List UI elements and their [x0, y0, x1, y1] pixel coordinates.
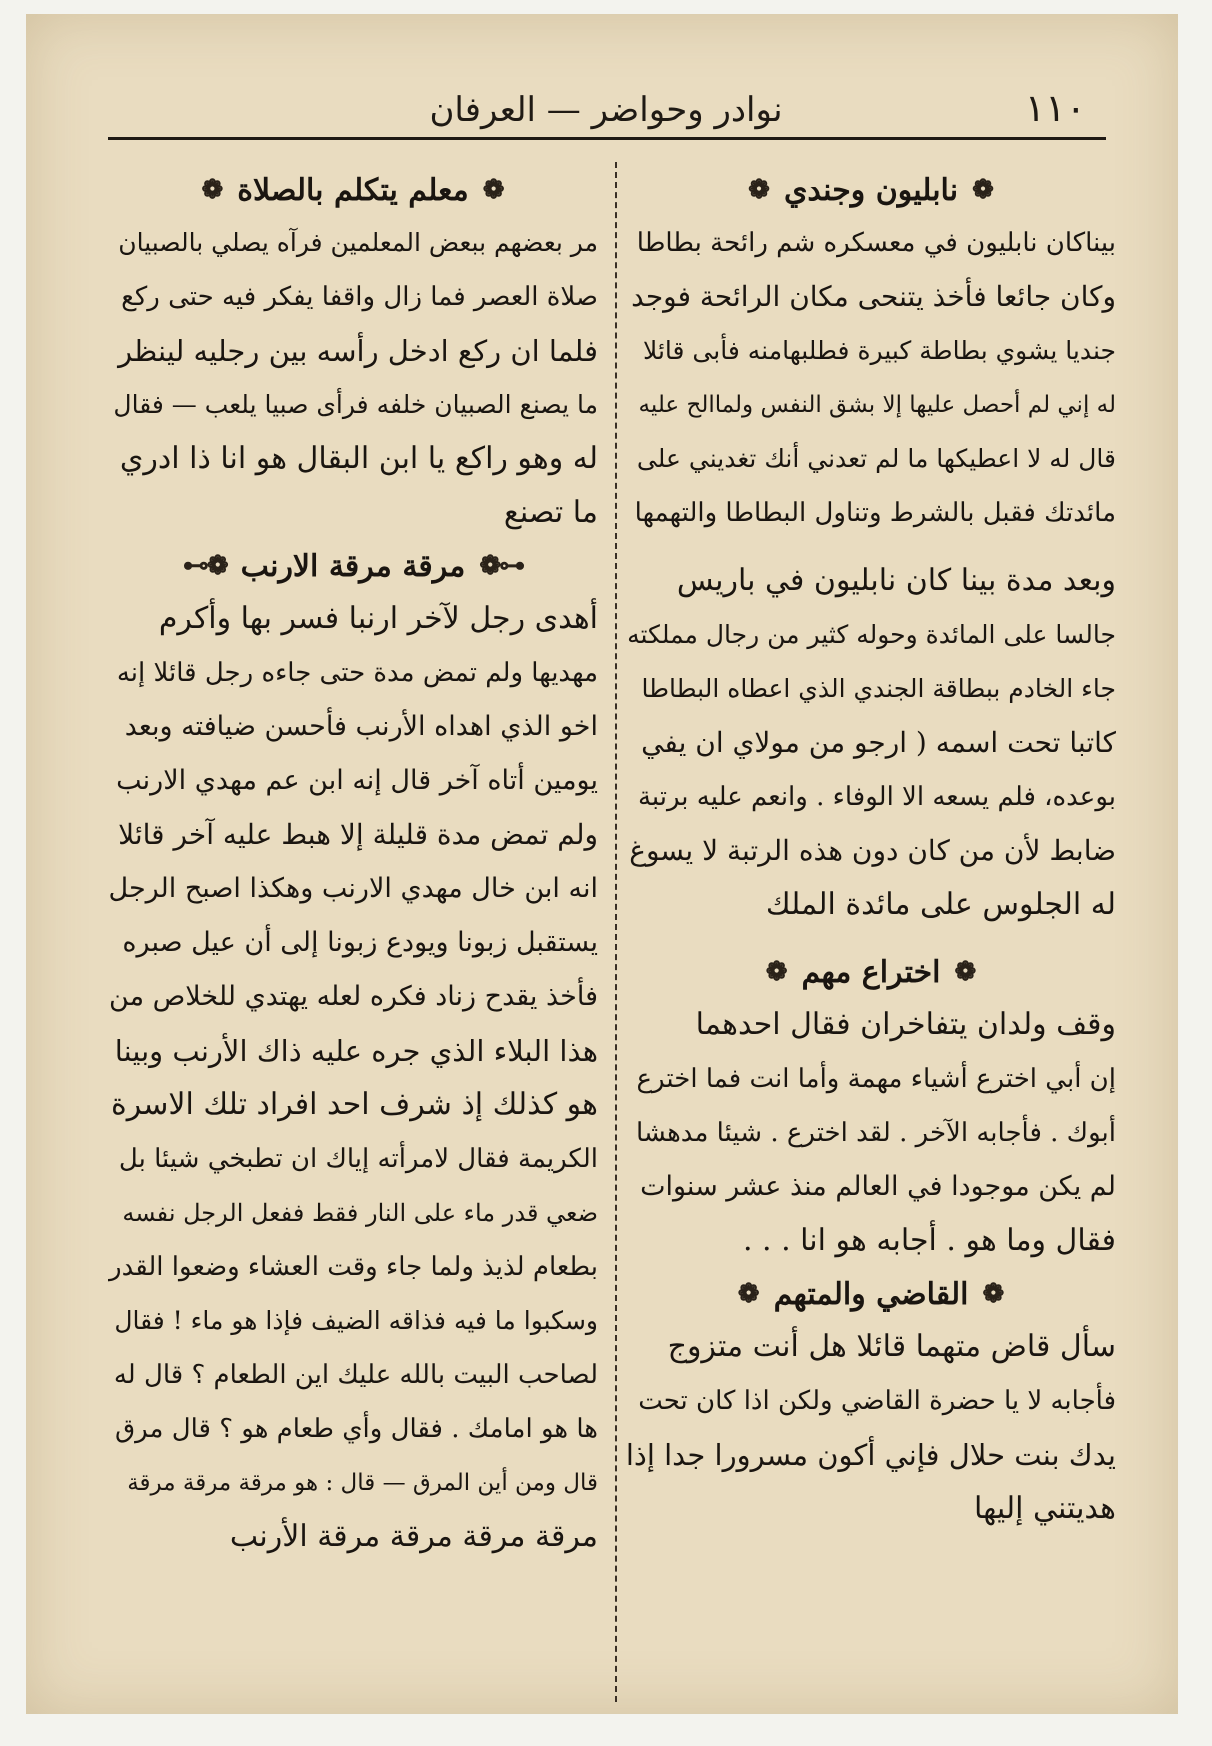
text-line: سأل قاض متهما قائلا هل أنت متزوج: [667, 1329, 1116, 1364]
text-line: قال له لا اعطيكها ما لم تعدني أنك تغديني على: [636, 444, 1116, 473]
paragraph: [626, 554, 1116, 932]
flower-ornament-icon: ❁: [972, 175, 994, 205]
flower-ornament-icon: ❁: [482, 175, 505, 205]
page-header: [106, 76, 1106, 136]
heading-text: معلم يتكلم بالصلاة: [237, 172, 469, 208]
column-divider: [615, 162, 617, 1702]
paragraph: [108, 216, 598, 540]
text-line: يستقبل زبونا ويودع زبونا إلى أن عيل صبره: [122, 927, 598, 958]
text-line: وكان جائعا فأخذ يتنحى مكان الرائحة فوجد: [631, 280, 1116, 313]
header-rule: [108, 137, 1106, 140]
text-line: الكريمة فقال لامرأته إياك ان تطبخي شيئا بل: [118, 1144, 598, 1174]
text-line: لم يكن موجودا في العالم منذ عشر سنوات: [640, 1171, 1116, 1202]
text-line: مرقة مرقة مرقة مرقة الأرنب: [229, 1519, 598, 1554]
section-heading: [626, 946, 1116, 998]
text-line: مائدتك فقبل بالشرط وتناول البطاطا والتهمها: [634, 498, 1116, 528]
text-line: أهدى رجل لآخر ارنبا فسر بها وأكرم: [158, 601, 598, 636]
text-line: فأخذ يقدح زناد فكره لعله يهتدي للخلاص من: [109, 981, 598, 1012]
flower-ornament-icon: ❁: [737, 1279, 760, 1309]
flower-ornament-icon: ❁: [954, 957, 977, 987]
text-line: يدك بنت حلال فإني أكون مسرورا جدا إذا: [626, 1438, 1116, 1472]
right-column: [626, 164, 1116, 1536]
section-heading: [626, 1268, 1116, 1320]
text-line: ما يصنع الصبيان خلفه فرأى صبيا يلعب — فقال: [113, 390, 598, 419]
text-line: مر بعضهم ببعض المعلمين فرآه يصلي بالصبيان: [118, 228, 598, 257]
text-line: فلما ان ركع ادخل رأسه بين رجليه لينظر: [118, 334, 598, 368]
text-line: جاء الخادم ببطاقة الجندي الذي اعطاه البطاطا: [641, 674, 1116, 703]
flower-ornament-icon: ❁: [982, 1279, 1005, 1309]
paragraph: [108, 592, 598, 1564]
text-line: فقال وما هو . أجابه هو انا . . .: [742, 1223, 1116, 1258]
text-line: ضابط لأن من كان دون هذه الرتبة لا يسوغ: [629, 834, 1116, 867]
book-page: [26, 14, 1178, 1714]
heading-text: اختراع مهم: [801, 954, 941, 990]
heading-text: القاضي والمتهم: [773, 1276, 969, 1312]
text-line: بيناكان نابليون في معسكره شم رائحة بطاطا: [636, 228, 1116, 258]
flower-ornament-icon: ❁: [748, 175, 770, 205]
flower-ornament-icon: ❁: [765, 957, 788, 987]
heading-text: نابليون وجندي: [783, 172, 959, 208]
text-line: جنديا يشوي بطاطة كبيرة فطلبهامنه فأبى قائلا: [643, 336, 1116, 365]
section-heading: [626, 164, 1116, 216]
text-line: ها هو امامك . فقال وأي طعام هو ؟ قال مرق: [114, 1414, 598, 1444]
text-line: قال ومن أين المرق — قال : هو مرقة مرقة مرقة: [127, 1470, 598, 1496]
paragraph: [626, 1320, 1116, 1536]
text-line: يومين أتاه آخر قال إنه ابن عم مهدي الارنب: [116, 765, 598, 796]
scroll-ornament-icon: ❁⊶: [182, 551, 227, 581]
text-line: له الجلوس على مائدة الملك: [765, 887, 1116, 922]
heading-text: مرقة مرقة الارنب: [240, 548, 466, 584]
text-line: وبعد مدة بينا كان نابليون في باريس: [676, 563, 1116, 598]
text-line: ولم تمض مدة قليلة إلا هبط عليه آخر قائلا: [118, 818, 598, 851]
text-line: هو كذلك إذ شرف احد افراد تلك الاسرة: [111, 1087, 598, 1122]
text-line: له وهو راكع يا ابن البقال هو انا ذا ادري: [119, 441, 598, 476]
text-line: هديتني إليها: [973, 1491, 1116, 1526]
section-heading: [108, 540, 598, 592]
flower-ornament-icon: ❁: [201, 175, 224, 205]
text-line: إن أبي اخترع أشياء مهمة وأما انت فما اخترع: [636, 1064, 1116, 1094]
text-line: مهديها ولم تمض مدة حتى جاءه رجل قائلا إنه: [116, 658, 598, 688]
paragraph: [626, 216, 1116, 540]
text-line: بطعام لذيذ ولما جاء وقت العشاء وضعوا القدر: [109, 1252, 598, 1282]
text-line: ضعي قدر ماء على النار فقط ففعل الرجل نفسه: [122, 1199, 598, 1227]
text-line: هذا البلاء الذي جره عليه ذاك الأرنب وبينا: [114, 1034, 598, 1068]
text-line: كاتبا تحت اسمه ( ارجو من مولاي ان يفي: [641, 726, 1116, 759]
text-line: أبوك . فأجابه الآخر . لقد اخترع . شيئا مدهشا: [635, 1118, 1116, 1148]
paragraph: [626, 998, 1116, 1268]
scroll-ornament-icon: ⊷❁: [479, 551, 524, 581]
text-line: وسكبوا ما فيه فذاقه الضيف فإذا هو ماء ! فقال: [114, 1306, 598, 1335]
text-line: له إني لم أحصل عليها إلا بشق النفس ولماالح عليه: [638, 392, 1116, 418]
section-heading: [108, 164, 598, 216]
left-column: [108, 164, 598, 1564]
running-title: نوادر وحواضر — العرفان: [429, 90, 783, 130]
text-line: وقف ولدان يتفاخران فقال احدهما: [695, 1007, 1116, 1042]
text-line: اخو الذي اهداه الأرنب فأحسن ضيافته وبعد: [124, 711, 598, 742]
text-line: صلاة العصر فما زال واقفا يفكر فيه حتى ركع: [121, 282, 598, 312]
text-line: جالسا على المائدة وحوله كثير من رجال مملكته: [627, 620, 1116, 649]
text-line: فأجابه لا يا حضرة القاضي ولكن اذا كان تحت: [638, 1386, 1116, 1416]
page-number: ١١٠: [1024, 86, 1086, 130]
text-line: ما تصنع: [503, 495, 598, 530]
text-line: لصاحب البيت بالله عليك اين الطعام ؟ قال له: [113, 1360, 598, 1390]
text-line: بوعده، فلم يسعه الا الوفاء . وانعم عليه برتبة: [637, 782, 1116, 812]
text-line: انه ابن خال مهدي الارنب وهكذا اصبح الرجل: [108, 873, 598, 904]
